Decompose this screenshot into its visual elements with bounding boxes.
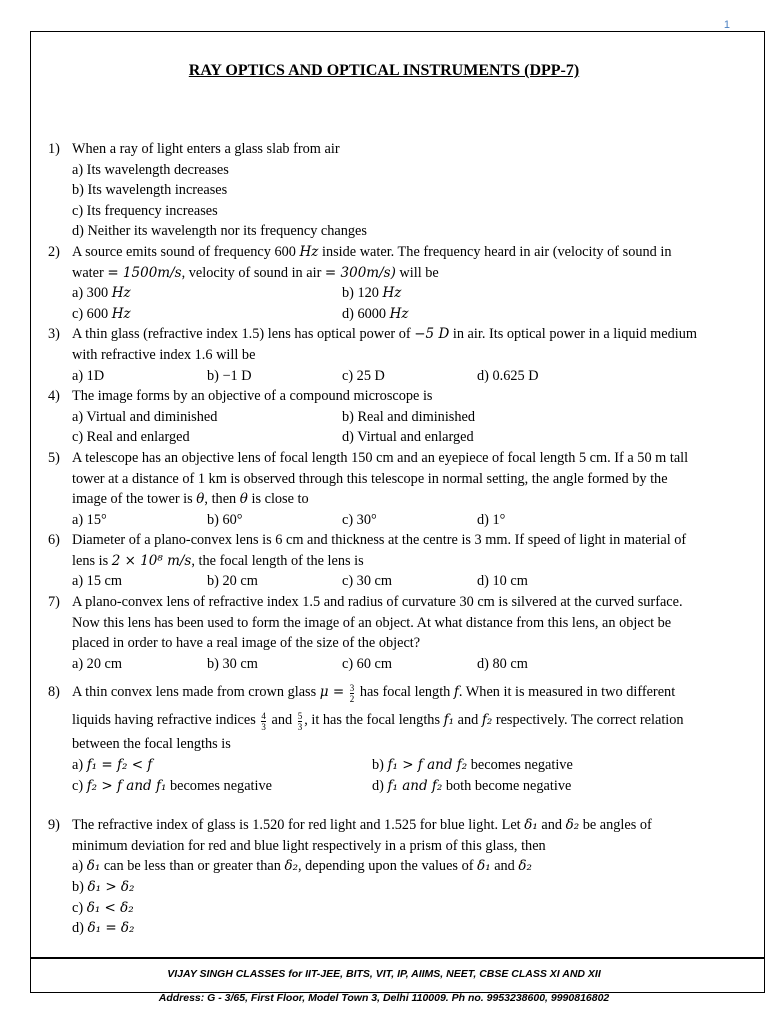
fraction-5-3: $\frac{5}{3}$ [297, 710, 303, 732]
option-a: a) 15° [72, 511, 107, 528]
question-3 [42, 324, 757, 386]
option-d: d) 80 cm [477, 655, 528, 672]
text: image of the tower is [72, 491, 193, 508]
text: and [457, 712, 479, 729]
text: Now this lens has been used to form the image of an object. At what distance from this lens, an object be [72, 614, 672, 631]
text: with refractive index 1.6 will be [72, 346, 256, 363]
text: in air. Its optical power in a liquid medium [452, 326, 698, 343]
question-text [72, 242, 757, 283]
option-b: b) Its wavelength increases [72, 182, 228, 199]
option-a: a) 300 Hz [72, 285, 131, 302]
text: . When it is measured in two different [458, 684, 676, 701]
math: f [453, 684, 459, 701]
question-number: 3) [48, 326, 60, 343]
question-number: 8) [48, 684, 60, 701]
question-4 [42, 386, 757, 448]
fraction-3-2: $\frac{3}{2}$ [349, 682, 355, 704]
option-d: d) δ₁ = δ₂ [72, 920, 135, 937]
option-b: b) 20 cm [207, 573, 258, 590]
question-1 [42, 139, 757, 242]
question-number: 2) [48, 243, 60, 260]
math: = 300m/s) [324, 264, 396, 281]
question-text-end: between the focal lengths is [72, 736, 231, 753]
text: A plano-convex lens of refractive index 1.5 and radius of curvature 30 cm is silvered at the curved surface. [72, 594, 683, 611]
question-text [72, 530, 757, 571]
option-d: d) Virtual and enlarged [342, 429, 474, 446]
option-c: c) 30° [342, 511, 377, 528]
footer-divider [30, 957, 765, 959]
text: inside water. The frequency heard in air (velocity of sound in [321, 243, 672, 260]
text: will be [399, 264, 439, 281]
fraction-4-3: $\frac{4}{3}$ [261, 710, 266, 732]
question-number: 6) [48, 532, 60, 549]
math: μ = [319, 684, 345, 701]
math: = 1500m/s [107, 264, 182, 281]
question-2 [42, 242, 757, 324]
question-number: 5) [48, 449, 60, 466]
footer-institute: VIJAY SINGH CLASSES for IIT-JEE, BITS, VIT, IP, AIIMS, NEET, CBSE CLASS XI AND XII [167, 968, 601, 980]
text: The refractive index of glass is 1.520 for red light and 1.525 for blue light. Let [72, 817, 521, 834]
option-c: c) f₂ > f and f₁ becomes negative [72, 777, 272, 794]
question-8 [42, 678, 757, 796]
text: A thin glass (refractive index 1.5) lens has optical power of [72, 326, 411, 343]
option-d: d) 10 cm [477, 573, 528, 590]
option-c: c) Its frequency increases [72, 202, 218, 219]
math: θ [239, 491, 248, 508]
option-b: b) Real and diminished [342, 408, 476, 425]
text: liquids having refractive indices [72, 712, 256, 729]
option-b: b) −1 D [207, 367, 252, 384]
question-9 [42, 815, 757, 939]
text: has focal length [359, 684, 451, 701]
option-a: a) 1D [72, 367, 105, 384]
question-number: 4) [48, 388, 60, 405]
option-b: b) 120 Hz [342, 285, 402, 302]
text: placed in order to have a real image of the size of the object? [72, 635, 421, 652]
option-a: a) δ₁ can be less than or greater than δ₂, depending upon the values of δ₁ and δ₂ [72, 858, 532, 875]
option-c: c) 25 D [342, 367, 385, 384]
option-c: c) 60 cm [342, 655, 393, 672]
text: is close to [251, 491, 309, 508]
text: be angles of [582, 817, 652, 834]
text: A source emits sound of frequency 600 [72, 243, 296, 260]
option-a: a) f₁ = f₂ < f [72, 757, 153, 774]
option-b: b) f₁ > f and f₂ becomes negative [372, 757, 573, 774]
text: Diameter of a plano-convex lens is 6 cm and thickness at the centre is 3 mm. If speed of light in material of [72, 532, 687, 549]
option-d: d) 0.625 D [477, 367, 539, 384]
page-number: 1 [723, 19, 730, 31]
question-list [42, 139, 757, 939]
math: f₂ [481, 712, 493, 729]
option-c: c) 600 Hz [72, 305, 131, 322]
text: , velocity of sound in air [181, 264, 322, 281]
page-title: RAY OPTICS AND OPTICAL INSTRUMENTS (DPP-7) [188, 62, 580, 79]
text: A thin convex lens made from crown glass [72, 684, 317, 701]
question-text: The image forms by an objective of a compound microscope is [72, 388, 433, 405]
text: , then [204, 491, 237, 508]
option-d: d) 1° [477, 511, 506, 528]
option-a: a) 15 cm [72, 573, 123, 590]
unit: Hz [299, 243, 319, 260]
question-text: The refractive index of glass is 1.520 for red light and 1.525 for blue light. Let δ₁ and δ₂ be angles of minimum deviation for red and blue light respectively in a prism of this glass, then [72, 817, 652, 854]
math: δ₂ [565, 817, 580, 834]
text: , the focal length of the lens is [191, 552, 364, 569]
option-c: c) δ₁ < δ₂ [72, 899, 134, 916]
option-c: c) 30 cm [342, 573, 393, 590]
question-text [72, 592, 757, 654]
question-6 [42, 530, 757, 592]
option-b: b) 60° [207, 511, 243, 528]
math: −5 D [414, 326, 450, 343]
option-d: d) Neither its wavelength nor its frequency changes [72, 223, 367, 240]
text: respectively. The correct relation [495, 712, 684, 729]
footer-address: Address: G - 3/65, First Floor, Model Town 3, Delhi 110009. Ph no. 9953238600, 9990816802 [158, 992, 610, 1004]
math: 2 × 10⁸ m/s [111, 552, 192, 569]
question-number: 1) [48, 141, 60, 157]
question-5 [42, 448, 757, 530]
option-a: a) Its wavelength decreases [72, 161, 229, 178]
question-7 [42, 592, 757, 674]
math: f₁ [443, 712, 455, 729]
question-text [72, 324, 757, 365]
math: δ₁ [524, 817, 538, 834]
text: water [72, 264, 104, 281]
text: , it has the focal lengths [304, 712, 441, 729]
option-a: a) Virtual and diminished [72, 408, 218, 425]
question-number: 9) [48, 817, 60, 834]
question-text: When a ray of light enters a glass slab from air [72, 141, 340, 157]
question-text [72, 448, 757, 510]
question-text [72, 678, 757, 734]
option-d: d) f₁ and f₂ both become negative [372, 777, 572, 794]
text: lens is [72, 552, 109, 569]
text: tower at a distance of 1 km is observed through this telescope in normal setting, the angle formed by the [72, 470, 668, 487]
option-b: b) δ₁ > δ₂ [72, 879, 135, 895]
option-a: a) 20 cm [72, 655, 123, 672]
option-d: d) 6000 Hz [342, 305, 409, 322]
text: and [271, 712, 293, 729]
option-b: b) 30 cm [207, 655, 258, 672]
option-c: c) Real and enlarged [72, 429, 190, 446]
text: minimum deviation for red and blue light respectively in a prism of this glass, then [72, 837, 546, 854]
text: A telescope has an objective lens of focal length 150 cm and an eyepiece of focal length 5 cm. If a 50 m tall [72, 449, 689, 466]
math: θ [196, 491, 205, 508]
question-number: 7) [48, 594, 60, 611]
